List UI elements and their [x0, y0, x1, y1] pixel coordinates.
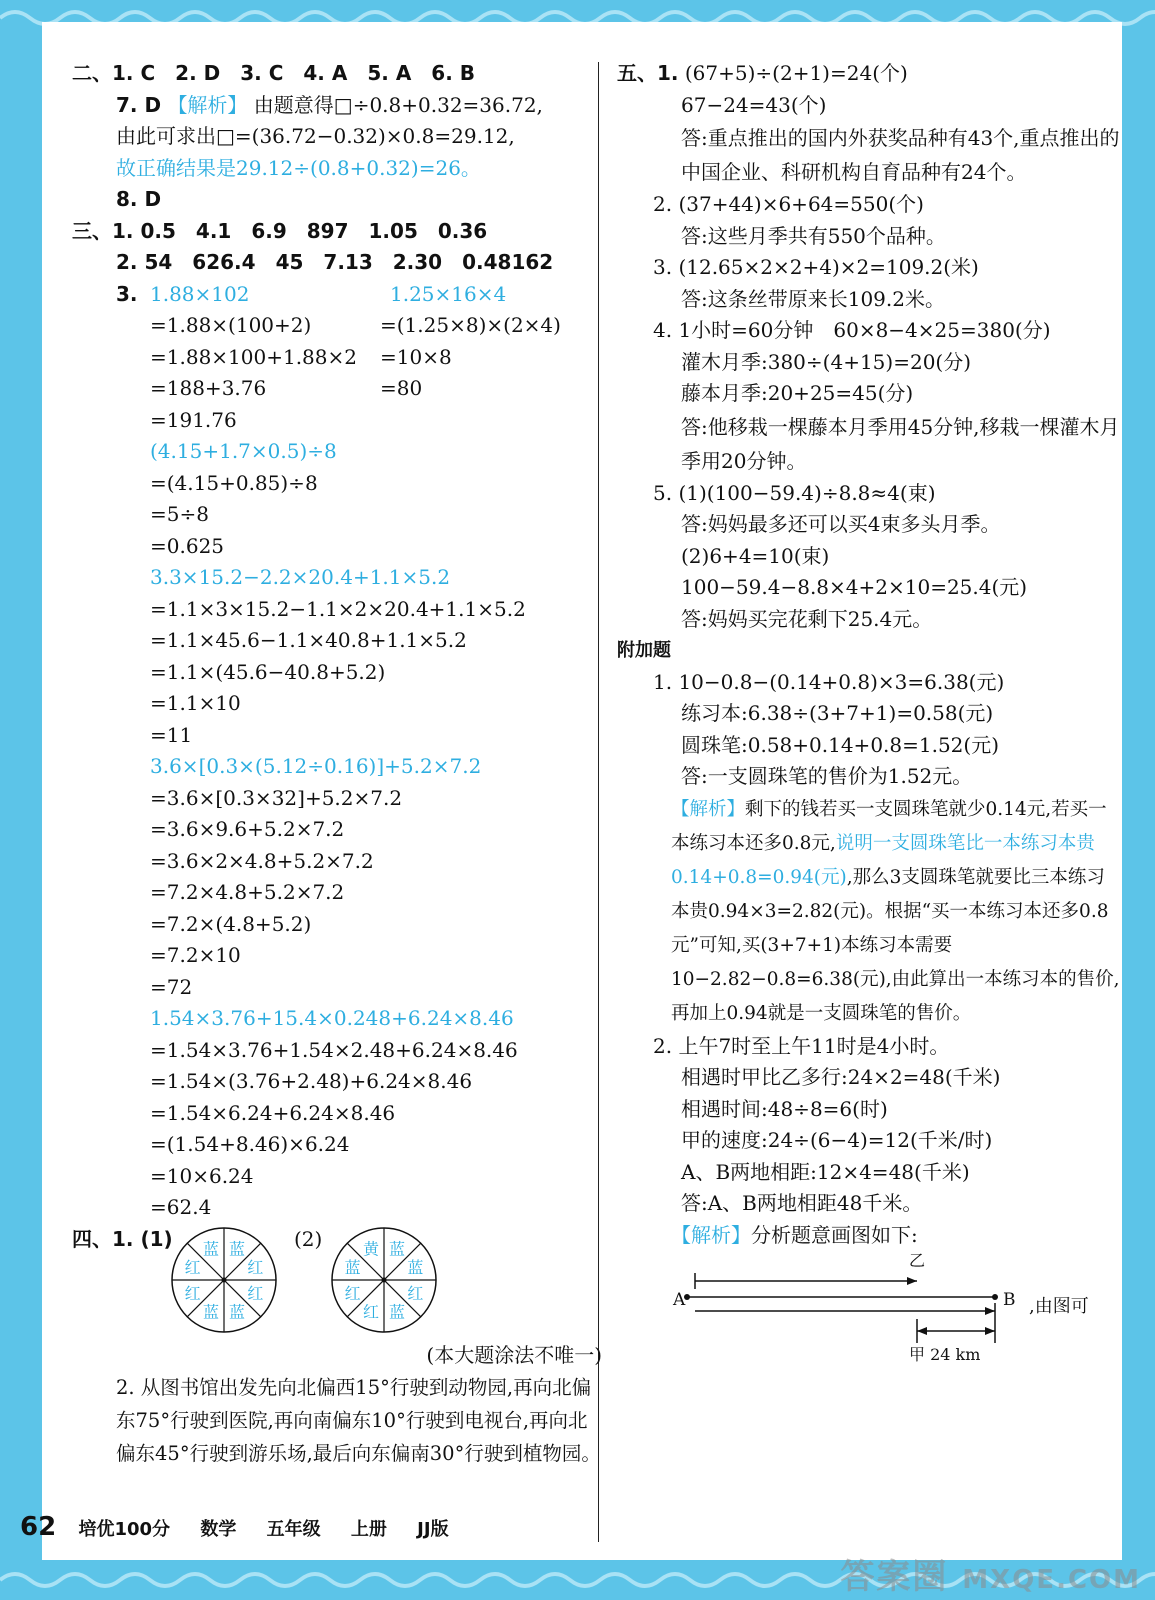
calc-a-step: =191.76 — [150, 407, 237, 432]
left-column — [72, 58, 612, 1470]
calc-b-step: =(1.25×8)×(2×4) — [380, 313, 561, 337]
wheel-sector-label: 蓝 — [229, 1301, 246, 1321]
wheel-sector-label: 红 — [247, 1283, 264, 1303]
q8-answer: 8. D — [116, 187, 162, 211]
extra-q1-line: 圆珠笔:0.58+0.14+0.8=1.52(元) — [681, 732, 1000, 757]
label-a: A — [673, 1290, 686, 1310]
analysis-text: 剩下的钱若买一支圆珠笔就少0.14元,若买一本练习本还多0.8元, — [671, 798, 1107, 854]
calc-e-step: =3.6×2×4.8+5.2×7.2 — [150, 848, 374, 873]
label-yi: 乙 — [909, 1251, 926, 1270]
page-number: 62 — [20, 1512, 57, 1542]
wheel-sector-label: 红 — [184, 1283, 201, 1303]
extra-q2-line: 2. 上午7时至上午11时是4小时。 — [653, 1033, 950, 1058]
calc-c-step: =(4.15+0.85)÷8 — [150, 470, 318, 495]
q7-text1: 由题意得□÷0.8+0.32=36.72, — [253, 92, 543, 117]
sec4-q2: 2. 从图书馆出发先向北偏西15°行驶到动物园,再向北偏东75°行驶到医院,再向南偏东10°行驶到电视台,再向北偏东45°行驶到游乐场,最后向东偏南30°行驶到植物园。 — [116, 1376, 601, 1465]
calc-e-step: =72 — [150, 974, 193, 999]
calc-e — [72, 751, 612, 1003]
diagram-tail-text: ,由图可 — [1029, 1296, 1089, 1317]
analysis-text: ,那么3支圆珠笔就要比三本练习本贵0.94×3=2.82(元)。根据“买一本练习本还多0.8元”可知,买(3+7+1)本练习本需要10−2.82−0.8=6.38(元),由此算出一本练习本的售价,再加上0.94就是一支圆珠笔的售价。 — [671, 866, 1120, 1024]
spinner-wheel-2 — [328, 1224, 440, 1336]
calc-f-step: =1.54×(3.76+2.48)+6.24×8.46 — [150, 1069, 473, 1093]
extra-q1-line: 练习本:6.38÷(3+7+1)=0.58(元) — [681, 701, 994, 725]
q7-line1 — [72, 90, 612, 122]
calc-f-step: =1.54×3.76+1.54×2.48+6.24×8.46 — [150, 1037, 518, 1062]
wheel-sector-label: 黄 — [362, 1239, 379, 1259]
sec3-q2: 2. 54 626.4 45 7.13 2.30 0.48162 — [116, 250, 554, 274]
book-title: 培优100分 — [78, 1519, 171, 1540]
q5-4-answer: 答:他移栽一棵藤本月季用45分钟,移栽一棵灌木月季用20分钟。 — [681, 414, 1120, 473]
analysis-tag: 【解析】 — [167, 92, 248, 117]
q5-4-line: 4. 1小时=60分钟 60×8−4×25=380(分) — [653, 318, 1051, 342]
distance-diagram — [617, 1251, 1122, 1371]
q5-1-line: 67−24=43(个) — [681, 92, 827, 117]
q5-5-line: 答:妈妈最多还可以买4束多头月季。 — [681, 512, 1001, 536]
extra-q2-analysis — [617, 1220, 1122, 1252]
calc-a-head: 1.88×102 — [150, 281, 250, 306]
extra-q2-line: 相遇时间:48÷8=6(时) — [681, 1096, 888, 1121]
q3-number: 3. — [116, 281, 138, 306]
calc-d-step: =11 — [150, 722, 193, 747]
subject: 数学 — [200, 1519, 237, 1540]
extra-q1-analysis — [617, 793, 1122, 1031]
calc-c-step: =0.625 — [150, 533, 225, 558]
calc-e-step: =7.2×(4.8+5.2) — [150, 911, 312, 936]
q5-5-line: (2)6+4=10(束) — [681, 543, 830, 568]
calc-c-step: =5÷8 — [150, 502, 209, 526]
calc-e-step: =7.2×4.8+5.2×7.2 — [150, 880, 345, 904]
q5-1-line: 五、1. (67+5)÷(2+1)=24(个) — [617, 61, 908, 85]
q5-5-answer: 答:妈妈买完花剩下25.4元。 — [681, 606, 933, 631]
extra-q1-answer: 答:一支圆珠笔的售价为1.52元。 — [681, 764, 973, 788]
wheel-sector-label: 蓝 — [389, 1239, 406, 1259]
q5-3-answer: 答:这条丝带原来长109.2米。 — [681, 286, 945, 311]
wheel-sector-label: 蓝 — [407, 1257, 424, 1277]
grade: 五年级 — [266, 1519, 321, 1540]
calc-c — [72, 436, 612, 562]
extra-q2-answer: 答:A、B两地相距48千米。 — [681, 1191, 923, 1215]
wheel-sector-label: 蓝 — [229, 1239, 246, 1259]
page-footer — [20, 1512, 473, 1542]
wheel-sector-label: 红 — [362, 1301, 379, 1321]
calc-f-step: =1.54×6.24+6.24×8.46 — [150, 1100, 396, 1125]
distance-diagram-lines — [667, 1251, 1087, 1371]
q7-text2: 由此可求出□=(36.72−0.32)×0.8=29.12, — [116, 124, 515, 148]
sec4-q1-label-2: (2) — [294, 1226, 323, 1251]
calc-b-step: =80 — [380, 376, 423, 400]
calc-e-step: =3.6×9.6+5.2×7.2 — [150, 817, 345, 841]
calc-e-step: =3.6×[0.3×32]+5.2×7.2 — [150, 785, 403, 810]
extra-q2-line: 甲的速度:24÷(6−4)=12(千米/时) — [681, 1128, 993, 1152]
q7-text3: 故正确结果是29.12÷(0.8+0.32)=26。 — [116, 155, 481, 180]
sec2-answers: 二、1. C 2. D 3. C 4. A 5. A 6. B — [72, 61, 476, 85]
wheel-sector-label: 蓝 — [389, 1301, 406, 1321]
label-jia: 甲 24 km — [909, 1345, 981, 1364]
q5-5-line: 100−59.4−8.8×4+2×10=25.4(元) — [681, 575, 1028, 599]
wheel-sector-label: 蓝 — [202, 1239, 219, 1259]
label-b: B — [1003, 1290, 1016, 1310]
calc-f-head: 1.54×3.76+15.4×0.248+6.24×8.46 — [150, 1006, 514, 1030]
q7-number: 7. D — [116, 92, 162, 117]
analysis-tag: 【解析】 — [671, 798, 746, 820]
q5-4-line: 藤本月季:20+25=45(分) — [681, 381, 914, 405]
edition: JJ版 — [417, 1519, 449, 1540]
q5-3-line: 3. (12.65×2×2+4)×2=109.2(米) — [653, 255, 979, 279]
calc-d-head: 3.3×15.2−2.2×20.4+1.1×5.2 — [150, 565, 451, 589]
calc-b-head: 1.25×16×4 — [390, 281, 507, 306]
calc-f-step: =10×6.24 — [150, 1163, 254, 1188]
analysis-tag: 【解析】 — [671, 1222, 751, 1247]
extra-q2-line: 相遇时甲比乙多行:24×2=48(千米) — [681, 1065, 1001, 1089]
calc-f-step: =(1.54+8.46)×6.24 — [150, 1132, 350, 1156]
extra-title: 附加题 — [617, 640, 671, 661]
calc-c-head: (4.15+1.7×0.5)÷8 — [150, 439, 337, 463]
calc-b-step: =10×8 — [380, 344, 452, 369]
q5-1-answer: 答:重点推出的国内外获奖品种有43个,重点推出的中国企业、科研机构自育品种有24个。 — [681, 126, 1120, 184]
analysis-highlight: 说明一支圆珠笔比一本练习本贵0.14+0.8=0.94(元) — [671, 832, 1095, 888]
extra-q1-line: 1. 10−0.8−(0.14+0.8)×3=6.38(元) — [653, 669, 1005, 694]
right-column — [617, 58, 1122, 1371]
watermark-logo: 答案圈 MXQE.COM — [840, 1557, 1141, 1597]
wheel-sector-label: 红 — [184, 1257, 201, 1277]
calc-a-step: =1.88×100+1.88×2 — [150, 344, 357, 369]
calc-row-ab — [72, 279, 612, 432]
calc-a-step: =1.88×(100+2) — [150, 313, 312, 337]
wheel-center — [222, 1277, 227, 1282]
calc-d-step: =1.1×(45.6−40.8+5.2) — [150, 659, 386, 684]
wheel-sector-label: 红 — [247, 1257, 264, 1277]
calc-e-step: =7.2×10 — [150, 943, 241, 967]
calc-d-step: =1.1×10 — [150, 691, 241, 715]
calc-d-step: =1.1×45.6−1.1×40.8+1.1×5.2 — [150, 628, 467, 652]
spinner-wheel-1 — [168, 1224, 280, 1336]
calc-f — [72, 1003, 612, 1224]
sec4-q1 — [72, 1224, 612, 1340]
calc-a-step: =188+3.76 — [150, 376, 267, 400]
volume: 上册 — [350, 1519, 387, 1540]
q5-2-answer: 答:这些月季共有550个品种。 — [681, 223, 946, 248]
extra-q2-line: A、B两地相距:12×4=48(千米) — [681, 1159, 970, 1184]
sec4-q1-label: 四、1. (1) — [72, 1226, 173, 1251]
calc-f-step: =62.4 — [150, 1195, 212, 1219]
q5-5-line: 5. (1)(100−59.4)÷8.8≈4(束) — [653, 480, 936, 505]
answer-page — [42, 22, 1122, 1560]
wheel-note: (本大题涂法不唯一) — [426, 1342, 602, 1367]
calc-b — [380, 279, 561, 405]
analysis-text: 分析题意画图如下: — [751, 1222, 918, 1247]
calc-e-head: 3.6×[0.3×(5.12÷0.16)]+5.2×7.2 — [150, 754, 482, 778]
calc-a — [150, 279, 357, 437]
calc-d-step: =1.1×3×15.2−1.1×2×20.4+1.1×5.2 — [150, 596, 526, 621]
wheel-sector-label: 红 — [344, 1283, 361, 1303]
wheel-sector-label: 红 — [407, 1283, 424, 1303]
wheel-center — [382, 1277, 387, 1282]
wheel-sector-label: 蓝 — [344, 1257, 361, 1277]
calc-d — [72, 562, 612, 751]
sec3-q1: 三、1. 0.5 4.1 6.9 897 1.05 0.36 — [72, 218, 488, 243]
wheel-sector-label: 蓝 — [202, 1301, 219, 1321]
q5-4-line: 灌木月季:380÷(4+15)=20(分) — [681, 349, 972, 374]
q5-2-line: 2. (37+44)×6+64=550(个) — [653, 192, 924, 216]
